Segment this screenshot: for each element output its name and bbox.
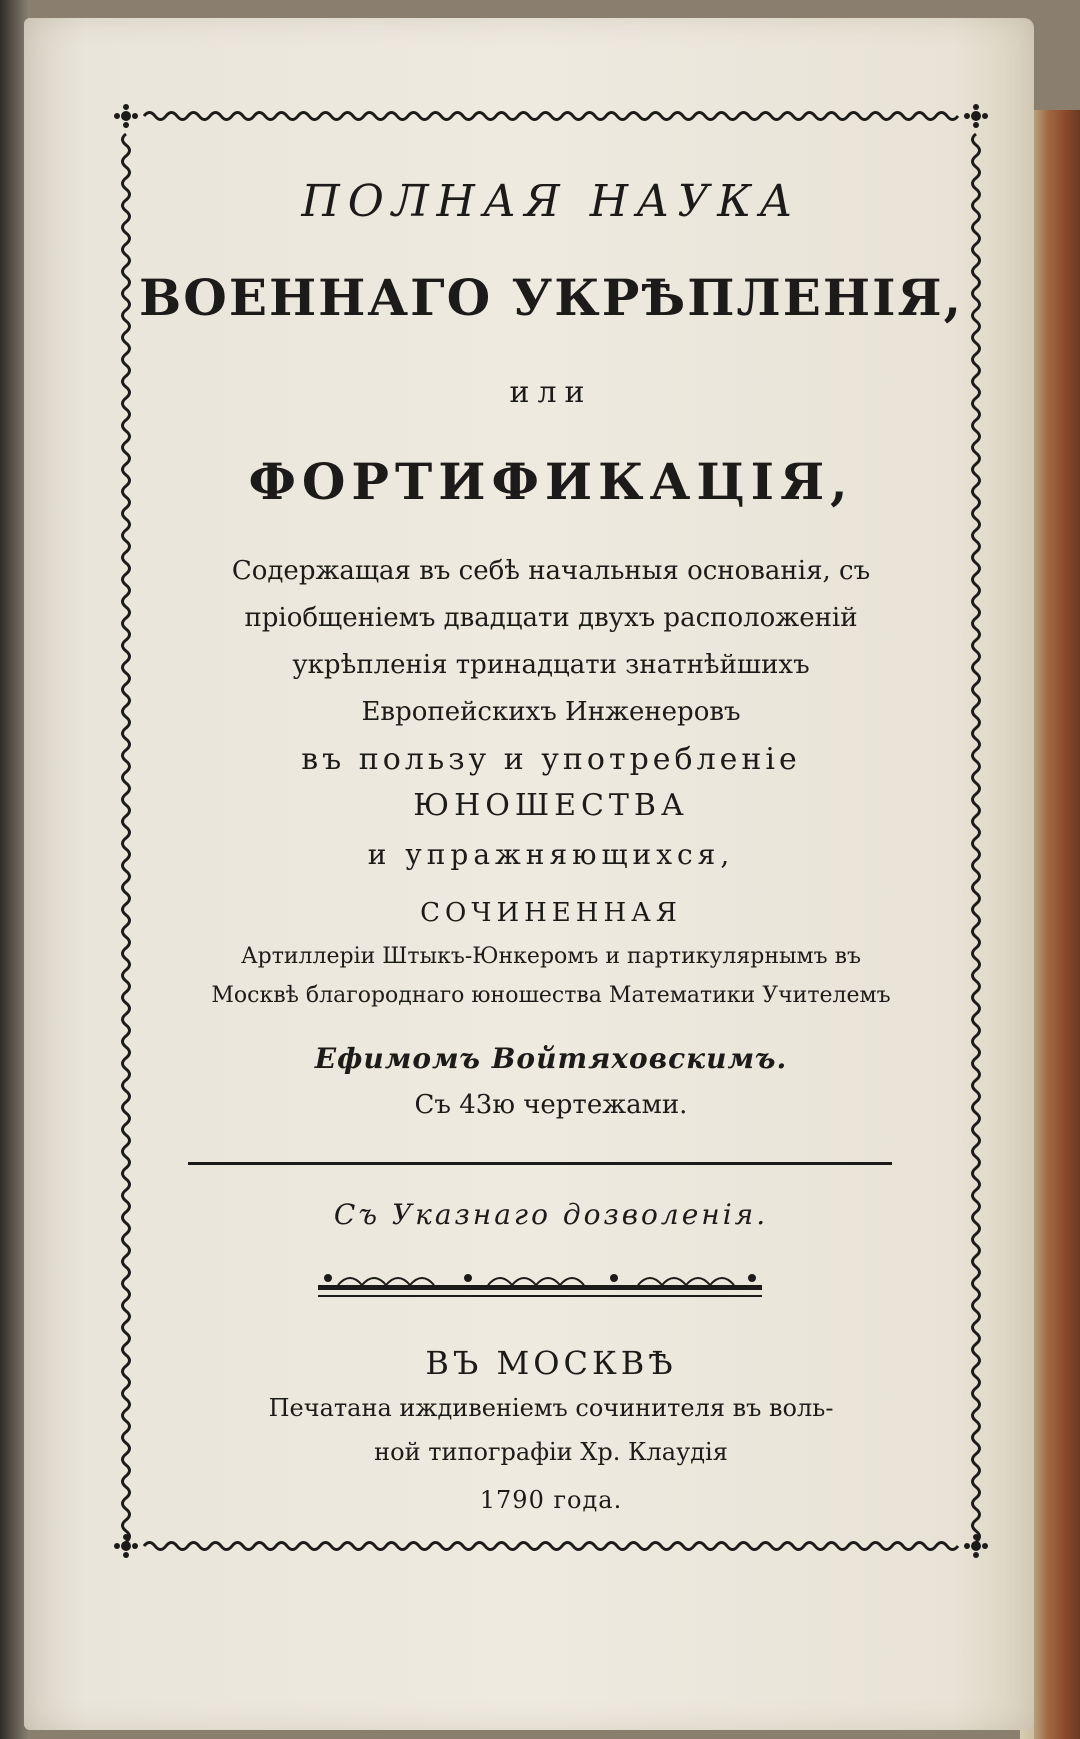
body-line-8: СОЧИНЕННАЯ: [420, 898, 682, 928]
title-line-1: ПОЛНАЯ НАУКА: [301, 176, 801, 227]
body-line-5: въ пользу и употребленіе: [301, 742, 801, 777]
imprint-line-2: ной типографіи Хр. Клаудія: [374, 1438, 728, 1466]
book-right-edge: [1030, 110, 1080, 1739]
title-line-3: или: [509, 375, 593, 410]
permission-line: Съ Указнаго дозволенія.: [333, 1198, 769, 1231]
body-line-2: пріобщеніемъ двадцати двухъ расположеній: [244, 603, 858, 633]
body-line-4: Европейскихъ Инженеровъ: [361, 697, 741, 727]
horizontal-rule: [188, 1162, 892, 1165]
body-line-7: и упражняющихся,: [367, 838, 735, 871]
title-line-4: ФОРТИФИКАЦІЯ,: [248, 452, 854, 511]
title-line-2: ВОЕННАГО УКРѢПЛЕНІЯ,: [139, 268, 963, 327]
body-line-1: Содержащая въ себѣ начальныя основанія, съ: [231, 556, 871, 586]
body-line-9: Артиллеріи Штыкъ-Юнкеромъ и партикулярнымъ въ: [240, 944, 862, 969]
drawings-line: Съ 43ю чертежами.: [414, 1090, 688, 1120]
fleuron-ornament: [318, 1268, 762, 1308]
imprint-line-1: Печатана иждивеніемъ сочинителя въ воль-: [268, 1394, 834, 1422]
author-line: Ефимомъ Войтяховскимъ.: [314, 1042, 788, 1075]
imprint-year: 1790 года.: [479, 1486, 623, 1514]
imprint-city: ВЪ МОСКВѢ: [425, 1344, 677, 1382]
body-line-3: укрѣпленія тринадцати знатнѣйшихъ: [292, 650, 810, 680]
body-line-6: ЮНОШЕСТВА: [413, 788, 689, 823]
body-line-10: Москвѣ благороднаго юношества Математики Учителемъ: [211, 983, 891, 1008]
